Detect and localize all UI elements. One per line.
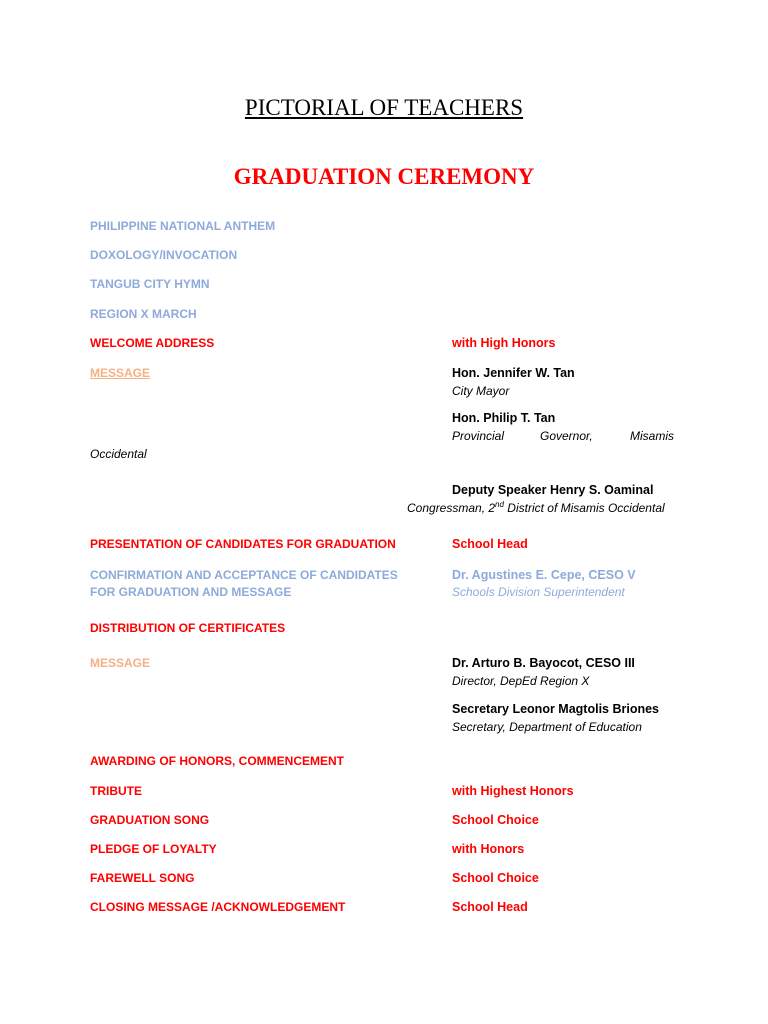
speaker-1-title: City Mayor: [452, 384, 510, 398]
speaker-2-title-c: Misamis: [630, 429, 674, 443]
pledge-by: with Honors: [452, 842, 525, 856]
program-item-farewell: FAREWELL SONG: [90, 871, 195, 885]
welcome-by: with High Honors: [452, 336, 556, 350]
speaker-3-name: Deputy Speaker Henry S. Oaminal: [452, 483, 654, 497]
speaker-2-title-b: Governor,: [540, 429, 593, 443]
speaker-5-title: Secretary, Department of Education: [452, 720, 642, 734]
program-item-distribution: DISTRIBUTION OF CERTIFICATES: [90, 621, 286, 635]
speaker-2-title-d: Occidental: [90, 447, 147, 461]
farewell-by: School Choice: [452, 871, 539, 885]
ordinal-superscript: nd: [495, 500, 504, 509]
speaker-1-name: Hon. Jennifer W. Tan: [452, 366, 575, 380]
speaker-4-title: Director, DepEd Region X: [452, 674, 590, 688]
program-item-message-2: MESSAGE: [90, 656, 151, 670]
tribute-by: with Highest Honors: [452, 784, 574, 798]
document-subtitle: GRADUATION CEREMONY: [233, 164, 535, 189]
program-item-doxology: DOXOLOGY/INVOCATION: [90, 248, 238, 262]
document-title: PICTORIAL OF TEACHERS: [244, 95, 524, 120]
speaker-4-name: Dr. Arturo B. Bayocot, CESO III: [452, 656, 635, 670]
speaker-3-title: Congressman, 2nd District of Misamis Occidental: [407, 500, 665, 515]
speaker-2-name: Hon. Philip T. Tan: [452, 411, 556, 425]
program-item-anthem: PHILIPPINE NATIONAL ANTHEM: [90, 219, 276, 233]
program-item-closing: CLOSING MESSAGE /ACKNOWLEDGEMENT: [90, 900, 346, 914]
program-item-confirmation-line-1: CONFIRMATION AND ACCEPTANCE OF CANDIDATES: [90, 568, 398, 582]
confirmation-by-title: Schools Division Superintendent: [452, 585, 625, 599]
speaker-5-name: Secretary Leonor Magtolis Briones: [452, 702, 660, 716]
closing-by: School Head: [452, 900, 528, 914]
program-item-confirmation-line-2: FOR GRADUATION AND MESSAGE: [90, 585, 292, 599]
program-item-pledge: PLEDGE OF LOYALTY: [90, 842, 217, 856]
program-item-message-1: MESSAGE: [90, 366, 151, 380]
program-item-awarding: AWARDING OF HONORS, COMMENCEMENT: [90, 754, 344, 768]
program-item-welcome: WELCOME ADDRESS: [90, 336, 215, 350]
program-item-song: GRADUATION SONG: [90, 813, 210, 827]
program-item-presentation: PRESENTATION OF CANDIDATES FOR GRADUATION: [90, 537, 396, 551]
confirmation-by-name: Dr. Agustines E. Cepe, CESO V: [452, 568, 636, 582]
program-item-march: REGION X MARCH: [90, 307, 197, 321]
presentation-by: School Head: [452, 537, 528, 551]
speaker-2-title-a: Provincial: [452, 429, 505, 443]
program-item-hymn: TANGUB CITY HYMN: [90, 277, 210, 291]
program-item-tribute: TRIBUTE: [90, 784, 142, 798]
song-by: School Choice: [452, 813, 539, 827]
